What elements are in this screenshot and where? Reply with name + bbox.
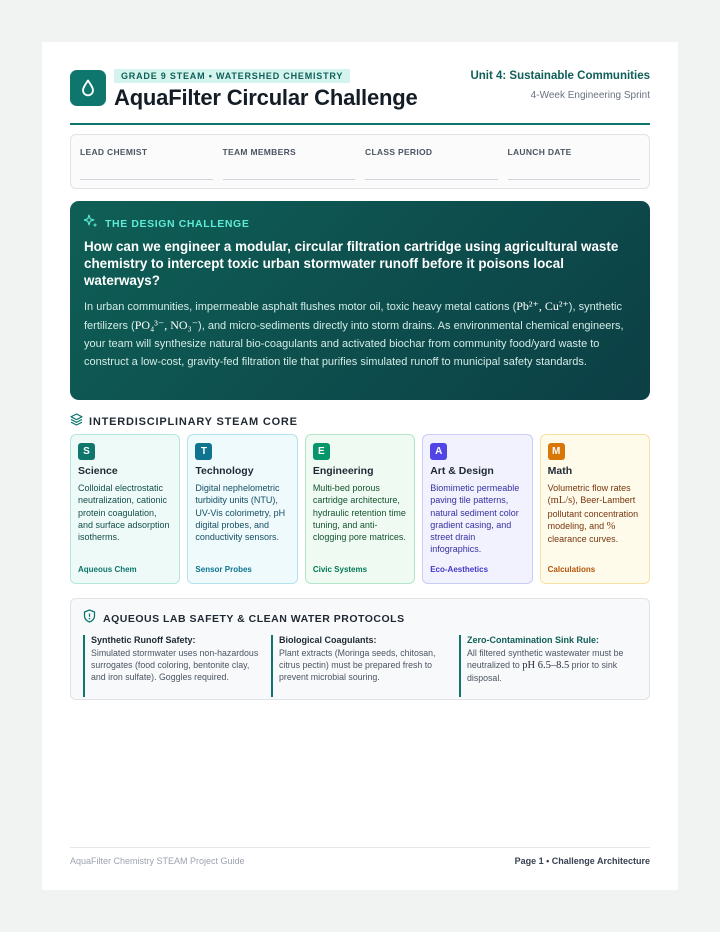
field-input-line[interactable]	[223, 179, 356, 180]
rule-text-2: prior to sink disposal.	[467, 660, 618, 683]
challenge-question: How can we engineer a modular, circular filtration cartridge using agricultural waste chemistry to intercept toxic urban stormwater runoff before it poisons local waterways?	[84, 239, 619, 288]
card-title: Technology	[195, 465, 254, 477]
rule-text: Simulated stormwater uses non-hazardous surrogates (food coloring, bentonite clay, and iron sulfate). Goggles required.	[91, 648, 259, 682]
field-input-line[interactable]	[80, 179, 213, 180]
safety-rule	[83, 635, 261, 697]
page-content	[70, 68, 650, 866]
card-description	[548, 482, 642, 545]
header	[70, 68, 650, 124]
challenge-header	[84, 214, 636, 233]
header-divider	[70, 123, 650, 125]
card-description: Multi-bed porous cartridge architecture, hydraulic retention time tuning, and anti-clogging pore matrices.	[312, 483, 406, 543]
launch-date-field[interactable]	[508, 147, 641, 188]
card-description: Colloidal electrostatic neutralization, cationic protein coagulation, and surface adsorption isotherms.	[78, 483, 170, 543]
safety-title: AQUEOUS LAB SAFETY & CLEAN WATER PROTOCOLS	[103, 612, 405, 625]
sparkle-icon	[84, 214, 98, 233]
rule-title: Zero-Contamination Sink Rule:	[467, 635, 600, 645]
water-drop-icon	[70, 70, 106, 106]
safety-rule	[271, 635, 449, 697]
card-tag: Aqueous Chem	[78, 565, 137, 574]
field-label: LAUNCH DATE	[507, 147, 572, 157]
math-text-3: clearance curves.	[547, 534, 619, 545]
card-letter-badge: T	[195, 443, 212, 460]
card-letter-badge: A	[430, 443, 447, 460]
layers-icon	[70, 413, 83, 431]
steam-core-title: INTERDISCIPLINARY STEAM CORE	[89, 416, 298, 428]
footer-page-label: Page 1 • Challenge Architecture	[514, 856, 650, 866]
card-title: Engineering	[312, 465, 374, 477]
science-card	[70, 434, 180, 584]
math-text-1: Volumetric flow rates (	[547, 483, 631, 506]
challenge-text-1: In urban communities, impermeable asphalt flushes motor oil, toxic heavy metal cations (	[84, 301, 517, 313]
heavy-metal-formula: Pb²⁺, Cu²⁺	[516, 299, 569, 313]
percent-symbol: %	[606, 520, 616, 532]
challenge-label: THE DESIGN CHALLENGE	[105, 217, 250, 230]
footer-divider	[70, 847, 650, 848]
card-letter-badge: S	[78, 443, 95, 460]
math-text-2: ), Beer-Lambert pollutant concentration modeling, and	[547, 495, 639, 531]
math-card	[540, 434, 650, 584]
safety-rule	[459, 635, 637, 697]
field-input-line[interactable]	[365, 179, 498, 180]
card-description: Biomimetic permeable paving tile patterns, natural sediment color gradient casing, and street drain infographics.	[430, 483, 520, 555]
card-letter-badge: E	[313, 443, 330, 460]
page-title: AquaFilter Circular Challenge	[114, 85, 418, 110]
footer-guide-title: AquaFilter Chemistry STEAM Project Guide	[70, 856, 245, 866]
flow-rate-unit: mL/s	[550, 495, 573, 507]
field-label: CLASS PERIOD	[365, 147, 433, 157]
rule-title: Biological Coagulants:	[279, 635, 377, 645]
fertilizer-formula: PO₄³⁻, NO₃⁻	[134, 318, 199, 332]
field-label: LEAD CHEMIST	[80, 147, 148, 157]
team-members-field[interactable]	[223, 147, 356, 188]
card-title: Math	[547, 465, 573, 477]
ph-range: pH 6.5–8.5	[522, 660, 570, 671]
lead-chemist-field[interactable]	[80, 147, 213, 188]
unit-label: Unit 4: Sustainable Communities	[470, 70, 650, 82]
card-description: Digital nephelometric turbidity units (NTU), UV-Vis colorimetry, pH digital probes, and conductivity sensors.	[195, 483, 286, 543]
card-letter-badge: M	[548, 443, 565, 460]
engineering-card	[305, 434, 415, 584]
steam-cards	[70, 434, 650, 584]
challenge-text-3: ), and micro-sediments directly into storm drains. As environmental chemical engineers, your team will synthesize natural bio-coagulants and activated biochar from community food/yard waste to construct a low-cost, gravity-fed filtration tile that purifies simulated runoff to municipal safety standards.	[84, 320, 624, 368]
field-input-line[interactable]	[508, 179, 641, 180]
card-tag: Civic Systems	[312, 565, 368, 574]
art-design-card	[422, 434, 532, 584]
design-challenge-panel	[70, 201, 650, 400]
steam-core-header	[70, 413, 298, 431]
safety-rules	[83, 635, 637, 697]
card-title: Art & Design	[430, 465, 494, 477]
card-tag: Sensor Probes	[195, 565, 252, 574]
class-period-field[interactable]	[365, 147, 498, 188]
grade-kicker: GRADE 9 STEAM • WATERSHED CHEMISTRY	[114, 69, 350, 83]
sprint-label: 4-Week Engineering Sprint	[530, 90, 650, 101]
technology-card	[187, 434, 297, 584]
card-title: Science	[78, 465, 118, 477]
card-tag: Calculations	[547, 565, 596, 574]
safety-protocols-panel	[70, 598, 650, 700]
team-info-fields	[70, 134, 650, 189]
rule-text-1: All filtered synthetic wastewater must be neutralized to	[467, 648, 624, 670]
safety-header	[83, 609, 637, 628]
rule-text	[467, 647, 637, 684]
worksheet-page	[42, 42, 678, 890]
challenge-text-2: ), synthetic fertilizers (	[84, 301, 622, 332]
challenge-description	[84, 297, 636, 371]
rule-text: Plant extracts (Moringa seeds, chitosan, citrus pectin) must be prepared fresh to prevent microbial souring.	[279, 648, 436, 682]
shield-icon	[83, 609, 96, 628]
card-tag: Eco-Aesthetics	[430, 565, 489, 574]
field-label: TEAM MEMBERS	[222, 147, 296, 157]
rule-title: Synthetic Runoff Safety:	[91, 635, 196, 645]
